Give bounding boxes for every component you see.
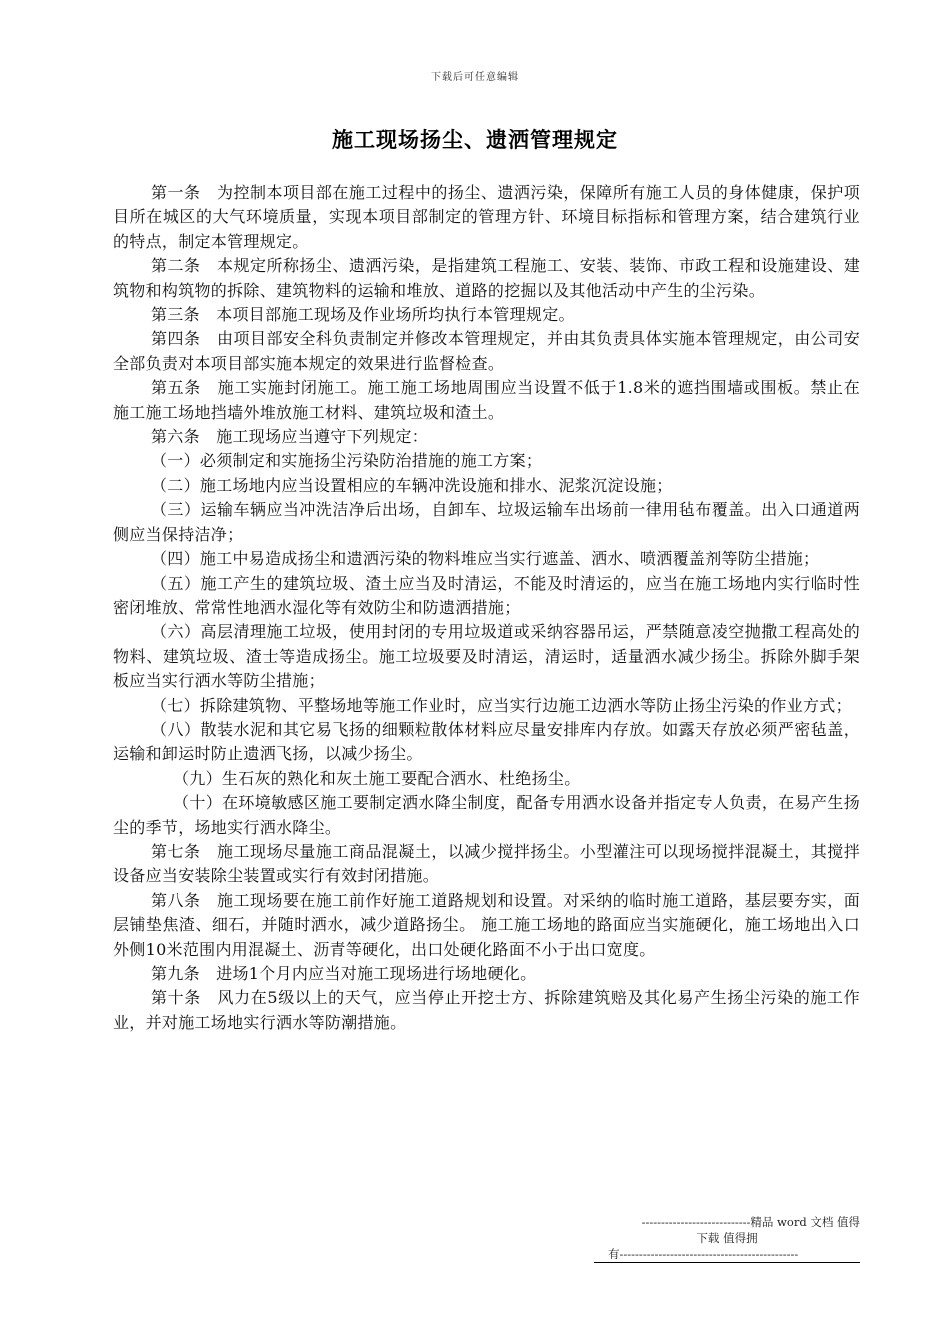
article-6-item-5: （五）施工产生的建筑垃圾、渣土应当及时清运，不能及时清运的，应当在施工场地内实行临时性密闭堆放、常常性地洒水湿化等有效防尘和防遗洒措施； xyxy=(113,573,860,617)
article-6-item-6: （六）高层清理施工垃圾，使用封闭的专用垃圾道或采纳容器吊运，严禁随意凌空抛撒工程高处的物料、建筑垃圾、渣士等造成扬尘。施工垃圾要及时清运，清运时，适量洒水减少扬尘。拆除外脚手架板应当实行洒水等防尘措施； xyxy=(113,622,860,691)
article-6-item-7: （七）拆除建筑物、平整场地等施工作业时，应当实行边施工边洒水等防止扬尘污染的作业方式； xyxy=(151,695,852,715)
article-6-item-3: （三）运输车辆应当冲洗洁净后出场，自卸车、垃圾运输车出场前一律用毡布覆盖。出入口通道两侧应当保持洁净； xyxy=(113,500,860,544)
article-6-item-2: （二）施工场地内应当设置相应的车辆冲洗设施和排水、泥浆沉淀设施； xyxy=(151,475,673,495)
article-6-item-8: （八）散装水泥和其它易飞扬的细颗粒散体材料应尽量安排库内存放。如露天存放必须严密毡盖，运输和卸运时防止遗洒飞扬，以减少扬尘。 xyxy=(113,719,860,764)
article-9: 第九条 进场1个月内应当对施工现场进行场地硬化。 xyxy=(151,964,537,983)
article-6-item-4: （四）施工中易造成扬尘和遗洒污染的物料堆应当实行遮盖、洒水、喷洒覆盖剂等防尘措施； xyxy=(151,549,820,569)
header-note: 下载后可任意编辑 xyxy=(431,72,519,83)
footer-line-2: 下载 值得拥 xyxy=(696,1231,758,1245)
footer-line-3: 有---------------------------------------------- xyxy=(608,1247,799,1261)
document-body xyxy=(113,181,860,1035)
article-1: 第一条 为控制本项目部在施工过程中的扬尘、遗洒污染，保障所有施工人员的身体健康，保护项目所在城区的大气环境质量，实现本项目部制定的管理方针、环境目标指标和管理方案，结合建筑行业的特点，制定本管理规定。 xyxy=(113,183,860,251)
article-8: 第八条 施工现场要在施工前作好施工道路规划和设置。对采纳的临时施工道路，基层要夯实，面层铺垫焦渣、细石，并随时洒水，减少道路扬尘。 施工施工场地的路面应当实施硬化，施工场地出入口外侧10米范围内用混凝土、沥青等硬化，出口处硬化路面不小于出口宽度。 xyxy=(113,890,860,959)
article-6-item-10: （十）在环境敏感区施工要制定洒水降尘制度，配备专用洒水设备并指定专人负责，在易产生扬尘的季节，场地实行洒水降尘。 xyxy=(113,793,860,837)
article-6-item-9: （九）生石灰的熟化和灰土施工要配合洒水、杜绝扬尘。 xyxy=(173,768,581,788)
footer-note xyxy=(594,1214,860,1262)
article-3: 第三条 本项目部施工现场及作业场所均执行本管理规定。 xyxy=(151,305,575,325)
article-10: 第十条 风力在5级以上的天气，应当停止开挖士方、拆除建筑赔及其化易产生扬尘污染的施工作业，并对施工场地实行洒水等防潮措施。 xyxy=(113,988,860,1032)
document-title: 施工现场扬尘、遗洒管理规定 xyxy=(332,128,618,152)
article-7: 第七条 施工现场尽量施工商品混凝土，以减少搅拌扬尘。小型灌注可以现场搅拌混凝土，其搅拌设备应当安装除尘装置或实行有效封闭措施。 xyxy=(113,841,860,886)
footer-divider xyxy=(594,1262,860,1263)
article-6: 第六条 施工现场应当遵守下列规定： xyxy=(151,427,429,447)
article-4: 第四条 由项目部安全科负责制定并修改本管理规定，并由其负责具体实施本管理规定，由公司安全部负责对本项目部实施本规定的效果进行监督检查。 xyxy=(113,329,860,373)
article-5: 第五条 施工实施封闭施工。施工施工场地周围应当设置不低于1.8米的遮挡围墙或围板。禁止在施工施工场地挡墙外堆放施工材料、建筑垃圾和渣土。 xyxy=(113,378,860,422)
article-6-item-1: （一）必须制定和实施扬尘污染防治措施的施工方案； xyxy=(151,451,543,471)
footer-line-1: ----------------------------精品 word 文档 值得 xyxy=(641,1215,860,1229)
article-2: 第二条 本规定所称扬尘、遗洒污染，是指建筑工程施工、安装、装饰、市政工程和设施建设、建筑物和构筑物的拆除、建筑物料的运输和堆放、道路的挖掘以及其他活动中产生的尘污染。 xyxy=(113,256,860,300)
